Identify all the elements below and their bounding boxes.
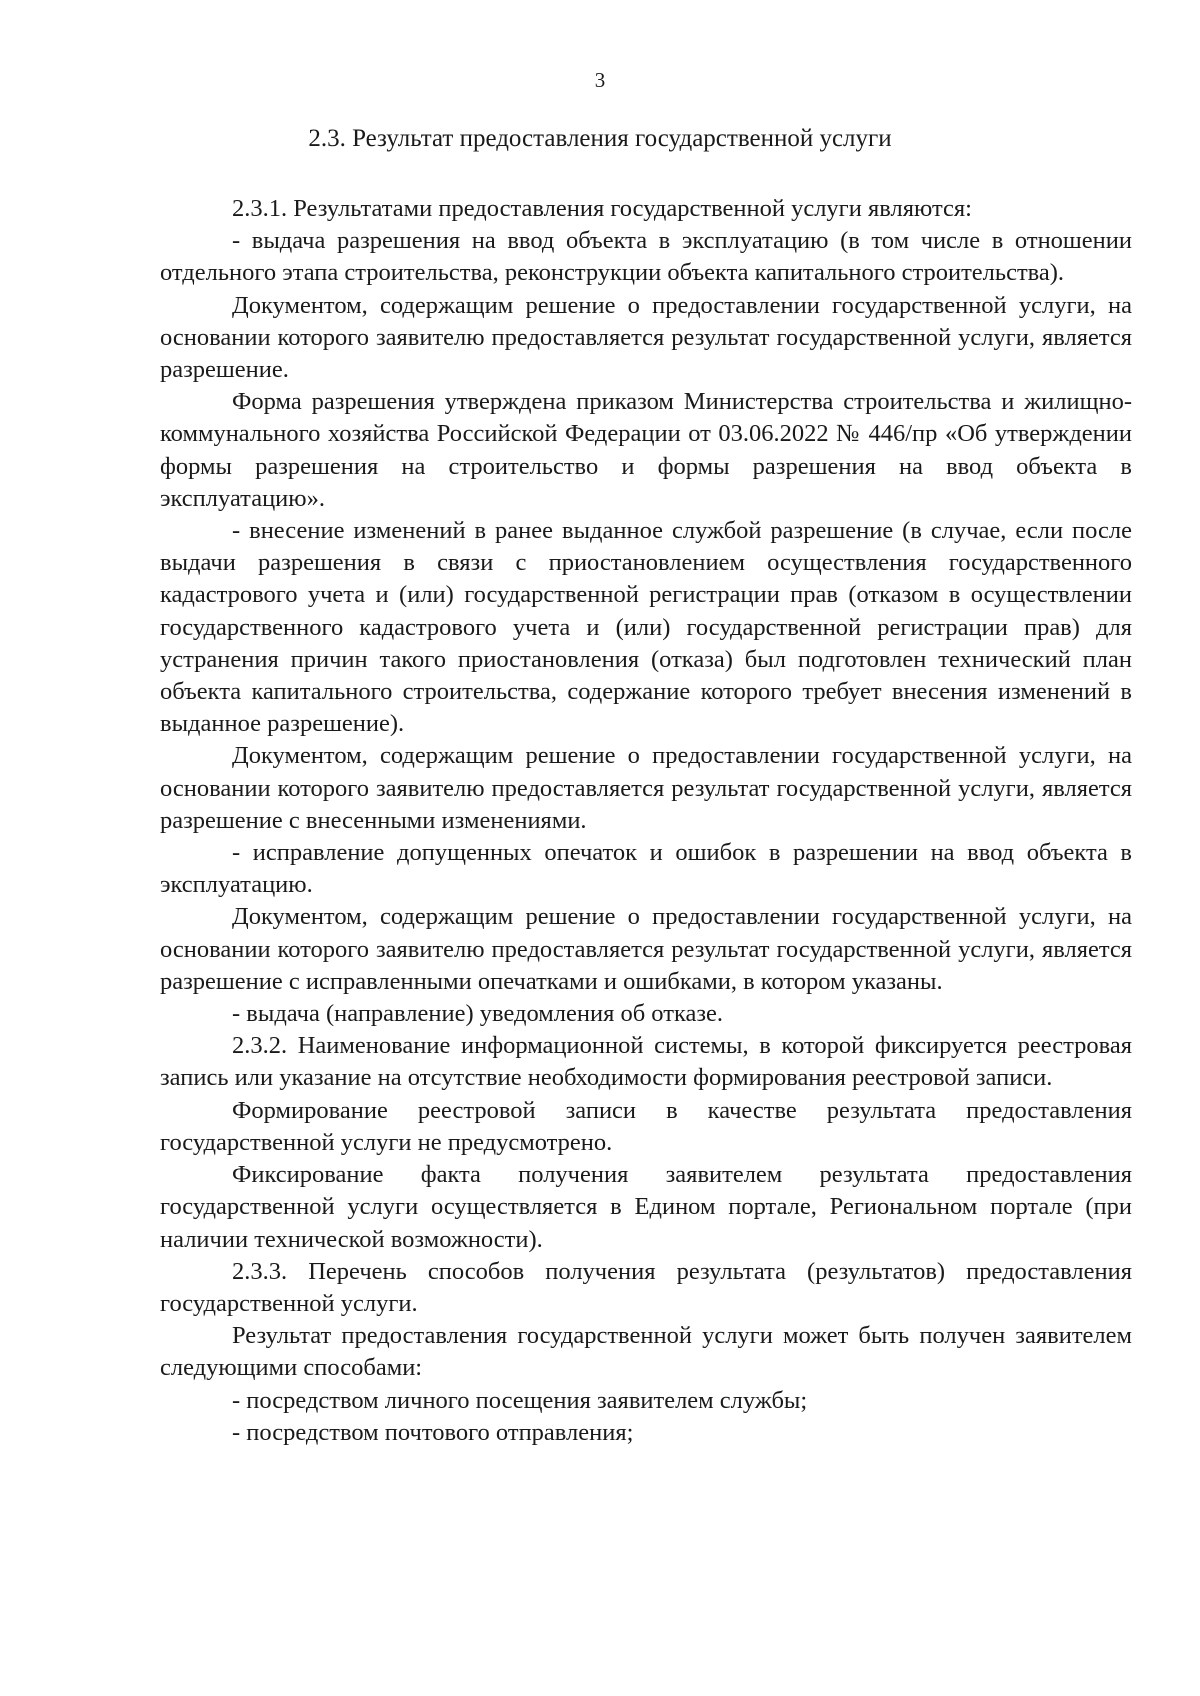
section-title: 2.3. Результат предоставления государственной услуги [308, 125, 892, 152]
paragraph-fixation: Фиксирование факта получения заявителем результата предоставления государственной услуги осуществляется в Едином портале, Региональном портале (при наличии технической возможности). [160, 1161, 1132, 1253]
paragraph-document-permit-changes: Документом, содержащим решение о предоставлении государственной услуги, на основании которого заявителю предоставляется результат государственной услуги, является разрешение с внесенными изменениями. [160, 742, 1132, 834]
paragraph-method-postal: - посредством почтового отправления; [232, 1418, 634, 1446]
paragraph-result-refusal: - выдача (направление) уведомления об отказе. [232, 1000, 724, 1028]
paragraph-receipt-methods: Результат предоставления государственной услуги может быть получен заявителем следующими способами: [160, 1322, 1132, 1382]
paragraph-result-permit-changes: - внесение изменений в ранее выданное службой разрешение (в случае, если после выдачи разрешения в связи с приостановлением осуществления государственного кадастрового учета и (или) государственной регистрации прав (отказом в осуществлении государственного кадастрового учета и (или) государственной регистрации прав) для устранения причин такого приостановления (отказа) был подготовлен технический план объекта капитального строительства, содержание которого требует внесения изменений в выданное разрешение). [160, 517, 1132, 738]
paragraph-result-permit-issue: - выдача разрешения на ввод объекта в эксплуатацию (в том числе в отношении отдельного этапа строительства, реконструкции объекта капитального строительства). [160, 227, 1132, 287]
document-body [160, 193, 1132, 1449]
paragraph-2-3-1-heading: 2.3.1. Результатами предоставления государственной услуги являются: [232, 195, 972, 222]
paragraph-method-personal-visit: - посредством личного посещения заявителем службы; [232, 1386, 808, 1414]
page-number: 3 [594, 68, 606, 92]
paragraph-2-3-3-heading: 2.3.3. Перечень способов получения результата (результатов) предоставления государственной услуги. [160, 1257, 1132, 1317]
paragraph-permit-form: Форма разрешения утверждена приказом Министерства строительства и жилищно-коммунального хозяйства Российской Федерации от 03.06.2022 № 446/пр «Об утверждении формы разрешения на строительство и формы разрешения на ввод объекта в эксплуатацию». [160, 388, 1132, 512]
paragraph-document-permit: Документом, содержащим решение о предоставлении государственной услуги, на основании которого заявителю предоставляется результат государственной услуги, является разрешение. [160, 291, 1132, 384]
paragraph-2-3-2-heading: 2.3.2. Наименование информационной системы, в которой фиксируется реестровая запись или указание на отсутствие необходимости формирования реестровой записи. [160, 1032, 1132, 1092]
paragraph-registry-record: Формирование реестровой записи в качестве результата предоставления государственной услуги не предусмотрено. [160, 1096, 1132, 1156]
paragraph-document-permit-corrected: Документом, содержащим решение о предоставлении государственной услуги, на основании которого заявителю предоставляется результат государственной услуги, является разрешение с исправленными опечатками и ошибками, в котором указаны. [160, 903, 1132, 995]
paragraph-result-typo-correction: - исправление допущенных опечаток и ошибок в разрешении на ввод объекта в эксплуатацию. [160, 839, 1132, 899]
